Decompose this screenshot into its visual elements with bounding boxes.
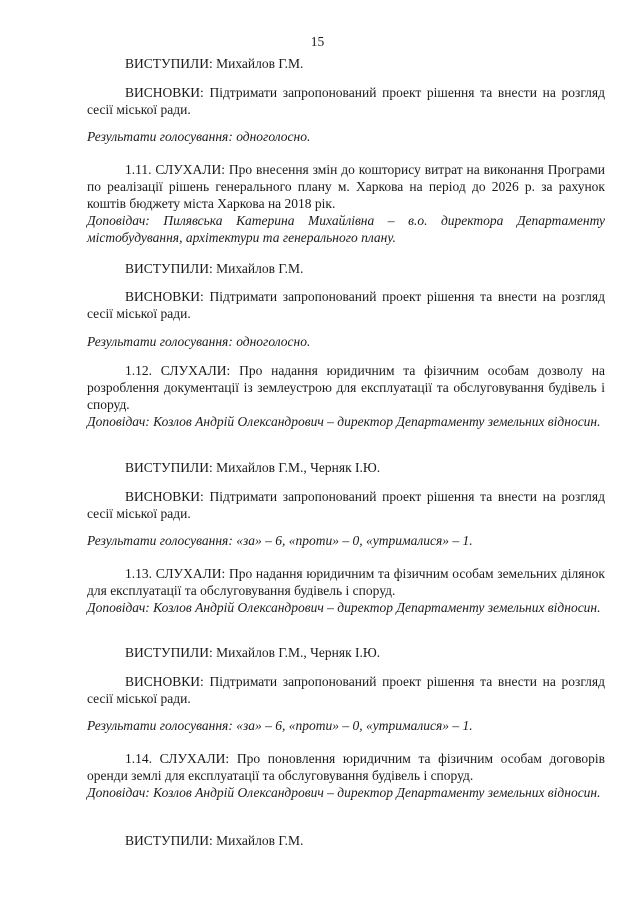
speakers-line: ВИСТУПИЛИ: Михайлов Г.М., Черняк І.Ю. (125, 645, 381, 660)
voting-result: Результати голосування: «за» – 6, «проти» – 0, «утрималися» – 1. (87, 718, 473, 733)
speakers-line: ВИСТУПИЛИ: Михайлов Г.М., Черняк І.Ю. (125, 460, 381, 475)
conclusion-paragraph: ВИСНОВКИ: Підтримати запропонований проект рішення та внести на розгляд сесії міської ради. (87, 674, 605, 706)
voting-result: Результати голосування: одноголосно. (87, 334, 311, 349)
speakers-line: ВИСТУПИЛИ: Михайлов Г.М. (125, 833, 304, 848)
item-1-12-heard: 1.12. СЛУХАЛИ: Про надання юридичним та фізичним особам дозволу на розроблення документації із землеустрою для експлуатації та обслуговування будівель і споруд. (87, 363, 605, 412)
voting-result: Результати голосування: «за» – 6, «проти» – 0, «утрималися» – 1. (87, 533, 473, 548)
conclusion-paragraph: ВИСНОВКИ: Підтримати запропонований проект рішення та внести на розгляд сесії міської ради. (87, 489, 605, 521)
conclusion-paragraph: ВИСНОВКИ: Підтримати запропонований проект рішення та внести на розгляд сесії міської ради. (87, 289, 605, 321)
item-1-14-heard: 1.14. СЛУХАЛИ: Про поновлення юридичним та фізичним особам договорів оренди землі для експлуатації та обслуговування будівель і споруд. (87, 751, 605, 783)
voting-result: Результати голосування: одноголосно. (87, 129, 311, 144)
conclusion-paragraph: ВИСНОВКИ: Підтримати запропонований проект рішення та внести на розгляд сесії міської ради. (87, 85, 605, 117)
item-1-11-heard: 1.11. СЛУХАЛИ: Про внесення змін до кошторису витрат на виконання Програми по реалізації рішень генерального плану м. Харкова на період до 2026 р. за рахунок коштів бюджету міста Харкова на 2018 рік. (87, 162, 605, 211)
page-number: 15 (310, 34, 325, 49)
item-1-13-speaker: Доповідач: Козлов Андрій Олександрович – директор Департаменту земельних відносин. (87, 600, 601, 615)
item-1-11-speaker: Доповідач: Пилявська Катерина Михайлівна – в.о. директора Департаменту містобудування, архітектури та генерального плану. (87, 213, 605, 245)
item-1-12-speaker: Доповідач: Козлов Андрій Олександрович – директор Департаменту земельних відносин. (87, 414, 601, 429)
speakers-line: ВИСТУПИЛИ: Михайлов Г.М. (125, 261, 304, 276)
item-1-14-speaker: Доповідач: Козлов Андрій Олександрович – директор Департаменту земельних відносин. (87, 785, 601, 800)
item-1-13-heard: 1.13. СЛУХАЛИ: Про надання юридичним та фізичним особам земельних ділянок для експлуатації та обслуговування будівель і споруд. (87, 566, 605, 598)
speakers-line: ВИСТУПИЛИ: Михайлов Г.М. (125, 56, 304, 71)
